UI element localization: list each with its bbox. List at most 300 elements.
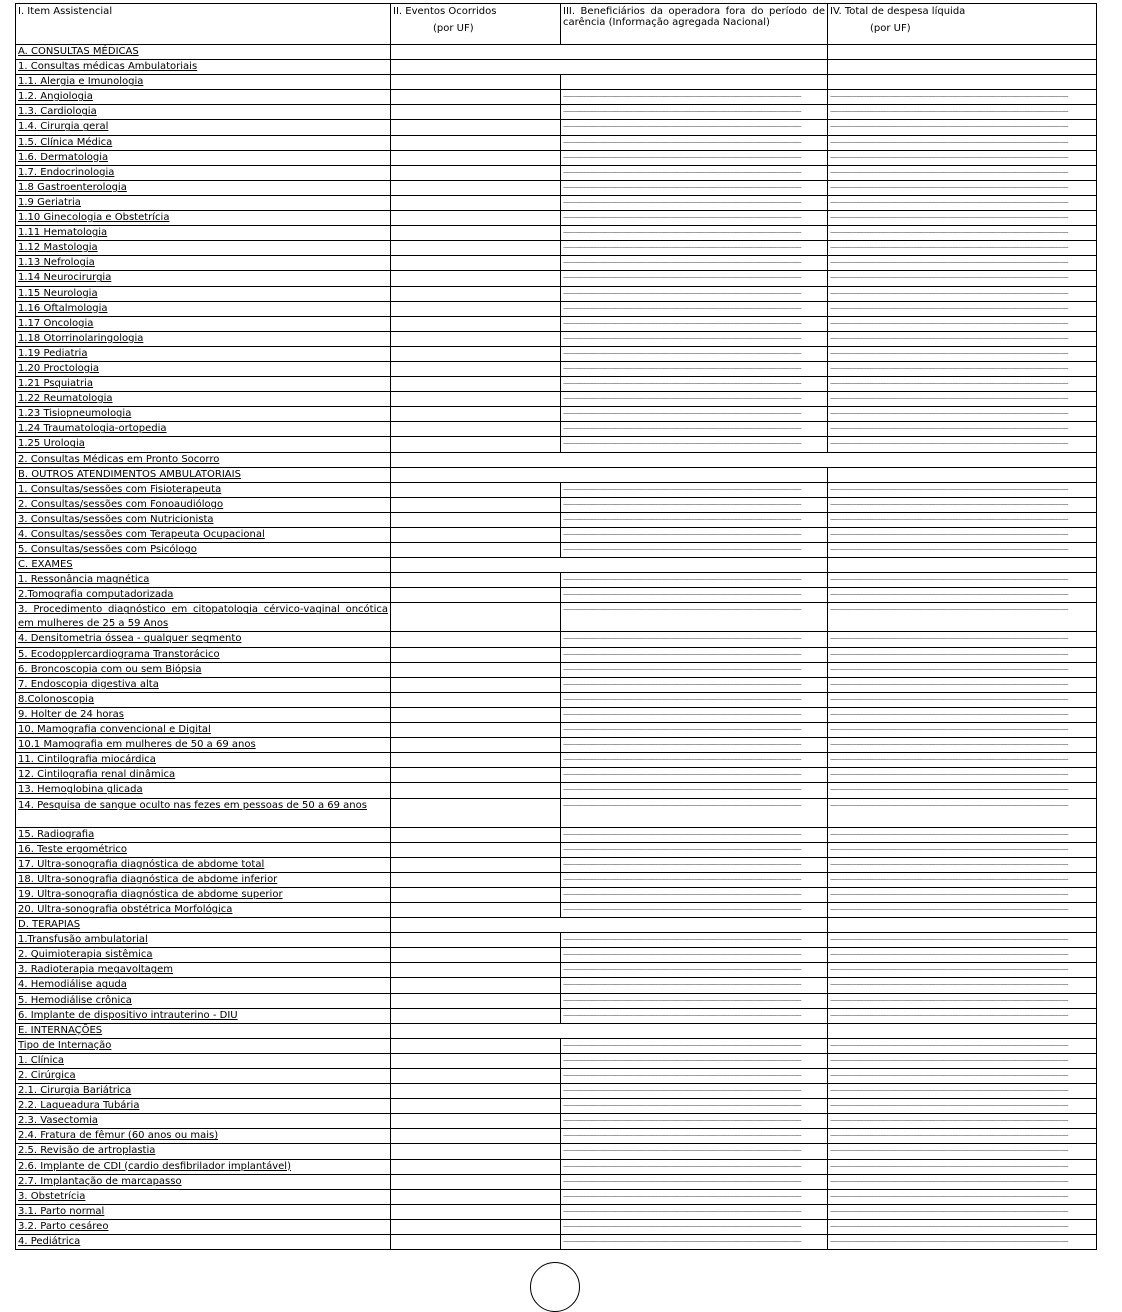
table-row (16, 422, 1097, 437)
despesa-cell: -------------------------------------------------------------------------------------------------------------------------------------------------------- (828, 1069, 1097, 1084)
item-label: 1.3. Cardiologia (16, 105, 391, 120)
eventos-cell (391, 603, 561, 632)
table-row (16, 331, 1097, 346)
table-row (16, 361, 1097, 376)
beneficiarios-cell: -------------------------------------------------------------------------------------------------------------------------------------------------------- (561, 603, 828, 632)
eventos-cell (391, 1235, 561, 1250)
eventos-cell (391, 361, 561, 376)
despesa-cell: -------------------------------------------------------------------------------------------------------------------------------------------------------- (828, 1235, 1097, 1250)
item-label: 1.17 Oncologia (16, 316, 391, 331)
table-row (16, 180, 1097, 195)
section-row (16, 1023, 1097, 1038)
table-row (16, 692, 1097, 707)
eventos-cell (391, 948, 561, 963)
table-row (16, 90, 1097, 105)
beneficiarios-cell: -------------------------------------------------------------------------------------------------------------------------------------------------------- (561, 662, 828, 677)
table-row (16, 738, 1097, 753)
item-label: 1.25 Urologia (16, 437, 391, 452)
item-label: 1.9 Geriatria (16, 195, 391, 210)
despesa-cell: -------------------------------------------------------------------------------------------------------------------------------------------------------- (828, 361, 1097, 376)
despesa-cell: -------------------------------------------------------------------------------------------------------------------------------------------------------- (828, 707, 1097, 722)
despesa-cell: -------------------------------------------------------------------------------------------------------------------------------------------------------- (828, 543, 1097, 558)
item-label: 2.3. Vasectomia (16, 1114, 391, 1129)
table-row (16, 857, 1097, 872)
despesa-cell: -------------------------------------------------------------------------------------------------------------------------------------------------------- (828, 497, 1097, 512)
eventos-cell (391, 993, 561, 1008)
despesa-cell: -------------------------------------------------------------------------------------------------------------------------------------------------------- (828, 963, 1097, 978)
despesa-cell: -------------------------------------------------------------------------------------------------------------------------------------------------------- (828, 1053, 1097, 1068)
table-row (16, 1129, 1097, 1144)
despesa-cell: -------------------------------------------------------------------------------------------------------------------------------------------------------- (828, 1008, 1097, 1023)
item-label: 12. Cintilografia renal dinâmica (16, 768, 391, 783)
despesa-cell: -------------------------------------------------------------------------------------------------------------------------------------------------------- (828, 677, 1097, 692)
despesa-cell: -------------------------------------------------------------------------------------------------------------------------------------------------------- (828, 120, 1097, 135)
item-label: B. OUTROS ATENDIMENTOS AMBULATORIAIS (16, 467, 391, 482)
eventos-cell (391, 377, 561, 392)
despesa-cell: -------------------------------------------------------------------------------------------------------------------------------------------------------- (828, 603, 1097, 632)
eventos-cell (391, 573, 561, 588)
despesa-cell: -------------------------------------------------------------------------------------------------------------------------------------------------------- (828, 377, 1097, 392)
beneficiarios-cell: -------------------------------------------------------------------------------------------------------------------------------------------------------- (561, 1038, 828, 1053)
beneficiarios-cell: -------------------------------------------------------------------------------------------------------------------------------------------------------- (561, 528, 828, 543)
despesa-cell: -------------------------------------------------------------------------------------------------------------------------------------------------------- (828, 857, 1097, 872)
despesa-cell: -------------------------------------------------------------------------------------------------------------------------------------------------------- (828, 392, 1097, 407)
beneficiarios-cell: -------------------------------------------------------------------------------------------------------------------------------------------------------- (561, 647, 828, 662)
beneficiarios-cell: -------------------------------------------------------------------------------------------------------------------------------------------------------- (561, 827, 828, 842)
table-row (16, 482, 1097, 497)
table-row (16, 1144, 1097, 1159)
header-row (16, 4, 1097, 45)
item-label: 1.12 Mastologia (16, 241, 391, 256)
table-row (16, 377, 1097, 392)
eventos-cell (391, 1038, 561, 1053)
beneficiarios-cell: -------------------------------------------------------------------------------------------------------------------------------------------------------- (561, 543, 828, 558)
beneficiarios-cell: -------------------------------------------------------------------------------------------------------------------------------------------------------- (561, 90, 828, 105)
despesa-cell: -------------------------------------------------------------------------------------------------------------------------------------------------------- (828, 933, 1097, 948)
table-row (16, 226, 1097, 241)
item-label: 3. Obstetrícia (16, 1189, 391, 1204)
beneficiarios-cell: -------------------------------------------------------------------------------------------------------------------------------------------------------- (561, 632, 828, 647)
empty-cell (828, 467, 1097, 482)
beneficiarios-cell: -------------------------------------------------------------------------------------------------------------------------------------------------------- (561, 692, 828, 707)
table-row (16, 798, 1097, 827)
item-label: 3.2. Parto cesáreo (16, 1219, 391, 1234)
item-label: 1.24 Traumatologia-ortopedia (16, 422, 391, 437)
table-row (16, 948, 1097, 963)
item-label: 6. Implante de dispositivo intrauterino - DIU (16, 1008, 391, 1023)
beneficiarios-cell: -------------------------------------------------------------------------------------------------------------------------------------------------------- (561, 331, 828, 346)
item-label: 2.1. Cirurgia Bariátrica (16, 1084, 391, 1099)
item-label: 4. Densitometria óssea - qualquer segmento (16, 632, 391, 647)
table-row (16, 963, 1097, 978)
item-label: 16. Teste ergométrico (16, 842, 391, 857)
table-row (16, 497, 1097, 512)
item-label: 3. Procedimento diagnóstico em citopatologia cérvico-vaginal oncótica em mulheres de 25 a 59 Anos (16, 603, 391, 632)
eventos-cell (391, 135, 561, 150)
eventos-cell (391, 798, 561, 827)
eventos-cell (391, 271, 561, 286)
empty-cell (391, 60, 828, 75)
empty-cell (391, 467, 828, 482)
eventos-cell (391, 692, 561, 707)
despesa-cell: -------------------------------------------------------------------------------------------------------------------------------------------------------- (828, 256, 1097, 271)
eventos-cell (391, 482, 561, 497)
table-row (16, 75, 1097, 90)
beneficiarios-cell: -------------------------------------------------------------------------------------------------------------------------------------------------------- (561, 150, 828, 165)
eventos-cell (391, 75, 561, 90)
beneficiarios-cell: -------------------------------------------------------------------------------------------------------------------------------------------------------- (561, 978, 828, 993)
header-despesa-liquida: IV. Total de despesa líquida (por UF) (828, 4, 1097, 45)
item-label: 1.11 Hematologia (16, 226, 391, 241)
table-row (16, 723, 1097, 738)
eventos-cell (391, 783, 561, 798)
item-label: 1.16 Oftalmologia (16, 301, 391, 316)
eventos-cell (391, 662, 561, 677)
item-label: D. TERAPIAS (16, 918, 391, 933)
beneficiarios-cell: -------------------------------------------------------------------------------------------------------------------------------------------------------- (561, 407, 828, 422)
item-label: 13. Hemoglobina glicada (16, 783, 391, 798)
eventos-cell (391, 647, 561, 662)
eventos-cell (391, 543, 561, 558)
beneficiarios-cell: -------------------------------------------------------------------------------------------------------------------------------------------------------- (561, 286, 828, 301)
section-row (16, 45, 1097, 60)
beneficiarios-cell: -------------------------------------------------------------------------------------------------------------------------------------------------------- (561, 165, 828, 180)
eventos-cell (391, 933, 561, 948)
beneficiarios-cell: -------------------------------------------------------------------------------------------------------------------------------------------------------- (561, 512, 828, 527)
item-label: 1.10 Ginecologia e Obstetrícia (16, 211, 391, 226)
beneficiarios-cell: -------------------------------------------------------------------------------------------------------------------------------------------------------- (561, 105, 828, 120)
item-label: 1.23 Tisiopneumologia (16, 407, 391, 422)
table-row (16, 392, 1097, 407)
item-label: 2.7. Implantação de marcapasso (16, 1174, 391, 1189)
table-row (16, 1189, 1097, 1204)
table-row (16, 60, 1097, 75)
despesa-cell: -------------------------------------------------------------------------------------------------------------------------------------------------------- (828, 827, 1097, 842)
beneficiarios-cell: -------------------------------------------------------------------------------------------------------------------------------------------------------- (561, 573, 828, 588)
despesa-cell: -------------------------------------------------------------------------------------------------------------------------------------------------------- (828, 331, 1097, 346)
item-label: 1. Consultas médicas Ambulatoriais (16, 60, 391, 75)
beneficiarios-cell: -------------------------------------------------------------------------------------------------------------------------------------------------------- (561, 872, 828, 887)
despesa-cell: -------------------------------------------------------------------------------------------------------------------------------------------------------- (828, 316, 1097, 331)
eventos-cell (391, 120, 561, 135)
eventos-cell (391, 165, 561, 180)
table-row (16, 1114, 1097, 1129)
beneficiarios-cell: -------------------------------------------------------------------------------------------------------------------------------------------------------- (561, 1053, 828, 1068)
eventos-cell (391, 677, 561, 692)
beneficiarios-cell: -------------------------------------------------------------------------------------------------------------------------------------------------------- (561, 902, 828, 917)
table-row (16, 286, 1097, 301)
item-label: 18. Ultra-sonografia diagnóstica de abdome inferior (16, 872, 391, 887)
despesa-cell: -------------------------------------------------------------------------------------------------------------------------------------------------------- (828, 286, 1097, 301)
item-label: 4. Consultas/sessões com Terapeuta Ocupacional (16, 528, 391, 543)
beneficiarios-cell: -------------------------------------------------------------------------------------------------------------------------------------------------------- (561, 346, 828, 361)
eventos-cell (391, 1189, 561, 1204)
eventos-cell (391, 1129, 561, 1144)
section-row (16, 918, 1097, 933)
header-item-assistencial: I. Item Assistencial (16, 4, 391, 45)
item-label: 1. Clínica (16, 1053, 391, 1068)
header-beneficiarios: III. Beneficiários da operadora fora do período de carência (Informação agregada Nacional) (561, 4, 828, 45)
item-label: 8.Colonoscopia (16, 692, 391, 707)
eventos-cell (391, 1204, 561, 1219)
table-row (16, 512, 1097, 527)
table-row (16, 827, 1097, 842)
beneficiarios-cell: -------------------------------------------------------------------------------------------------------------------------------------------------------- (561, 497, 828, 512)
despesa-cell: -------------------------------------------------------------------------------------------------------------------------------------------------------- (828, 692, 1097, 707)
item-label: 11. Cintilografia miocárdica (16, 753, 391, 768)
despesa-cell: -------------------------------------------------------------------------------------------------------------------------------------------------------- (828, 1129, 1097, 1144)
despesa-cell: -------------------------------------------------------------------------------------------------------------------------------------------------------- (828, 647, 1097, 662)
beneficiarios-cell: -------------------------------------------------------------------------------------------------------------------------------------------------------- (561, 798, 828, 827)
beneficiarios-cell (561, 75, 828, 90)
item-label: 2.Tomografia computadorizada (16, 588, 391, 603)
item-label: 6. Broncoscopia com ou sem Biópsia (16, 662, 391, 677)
beneficiarios-cell: -------------------------------------------------------------------------------------------------------------------------------------------------------- (561, 933, 828, 948)
eventos-cell (391, 842, 561, 857)
eventos-cell (391, 827, 561, 842)
item-label: 1.15 Neurologia (16, 286, 391, 301)
despesa-cell: -------------------------------------------------------------------------------------------------------------------------------------------------------- (828, 195, 1097, 210)
beneficiarios-cell: -------------------------------------------------------------------------------------------------------------------------------------------------------- (561, 1144, 828, 1159)
despesa-cell: -------------------------------------------------------------------------------------------------------------------------------------------------------- (828, 783, 1097, 798)
item-label: 3. Radioterapia megavoltagem (16, 963, 391, 978)
table-row (16, 543, 1097, 558)
item-label: 2. Consultas/sessões com Fonoaudiólogo (16, 497, 391, 512)
eventos-cell (391, 978, 561, 993)
table-row (16, 993, 1097, 1008)
despesa-cell: -------------------------------------------------------------------------------------------------------------------------------------------------------- (828, 241, 1097, 256)
header-eventos-ocorridos: II. Eventos Ocorridos (por UF) (391, 4, 561, 45)
despesa-cell: -------------------------------------------------------------------------------------------------------------------------------------------------------- (828, 573, 1097, 588)
table-row (16, 452, 1097, 467)
despesa-cell: -------------------------------------------------------------------------------------------------------------------------------------------------------- (828, 211, 1097, 226)
beneficiarios-cell: -------------------------------------------------------------------------------------------------------------------------------------------------------- (561, 677, 828, 692)
item-label: 17. Ultra-sonografia diagnóstica de abdome total (16, 857, 391, 872)
eventos-cell (391, 1159, 561, 1174)
table-row (16, 1038, 1097, 1053)
table-row (16, 872, 1097, 887)
despesa-cell: -------------------------------------------------------------------------------------------------------------------------------------------------------- (828, 482, 1097, 497)
table-row (16, 407, 1097, 422)
table-row (16, 1219, 1097, 1234)
item-label: Tipo de Internação (16, 1038, 391, 1053)
table-row (16, 1099, 1097, 1114)
table-row (16, 603, 1097, 632)
beneficiarios-cell: -------------------------------------------------------------------------------------------------------------------------------------------------------- (561, 377, 828, 392)
item-label: 14. Pesquisa de sangue oculto nas fezes em pessoas de 50 a 69 anos (16, 798, 391, 827)
beneficiarios-cell: -------------------------------------------------------------------------------------------------------------------------------------------------------- (561, 1189, 828, 1204)
despesa-cell: -------------------------------------------------------------------------------------------------------------------------------------------------------- (828, 180, 1097, 195)
table-row (16, 933, 1097, 948)
beneficiarios-cell: -------------------------------------------------------------------------------------------------------------------------------------------------------- (561, 1008, 828, 1023)
item-label: 1.Transfusão ambulatorial (16, 933, 391, 948)
eventos-cell (391, 497, 561, 512)
despesa-cell: -------------------------------------------------------------------------------------------------------------------------------------------------------- (828, 1099, 1097, 1114)
despesa-cell: -------------------------------------------------------------------------------------------------------------------------------------------------------- (828, 723, 1097, 738)
eventos-cell (391, 241, 561, 256)
item-label: 1.18 Otorrinolaringologia (16, 331, 391, 346)
eventos-cell (391, 1084, 561, 1099)
table-row (16, 271, 1097, 286)
beneficiarios-cell: -------------------------------------------------------------------------------------------------------------------------------------------------------- (561, 1159, 828, 1174)
empty-cell (391, 918, 828, 933)
eventos-cell (391, 422, 561, 437)
item-label: 2.4. Fratura de fêmur (60 anos ou mais) (16, 1129, 391, 1144)
beneficiarios-cell: -------------------------------------------------------------------------------------------------------------------------------------------------------- (561, 316, 828, 331)
eventos-cell (391, 588, 561, 603)
item-label: 2.2. Laqueadura Tubária (16, 1099, 391, 1114)
eventos-cell (391, 346, 561, 361)
beneficiarios-cell: -------------------------------------------------------------------------------------------------------------------------------------------------------- (561, 783, 828, 798)
despesa-cell: -------------------------------------------------------------------------------------------------------------------------------------------------------- (828, 135, 1097, 150)
table-row (16, 301, 1097, 316)
beneficiarios-cell: -------------------------------------------------------------------------------------------------------------------------------------------------------- (561, 1084, 828, 1099)
item-label: 7. Endoscopia digestiva alta (16, 677, 391, 692)
despesa-cell: -------------------------------------------------------------------------------------------------------------------------------------------------------- (828, 842, 1097, 857)
beneficiarios-cell: -------------------------------------------------------------------------------------------------------------------------------------------------------- (561, 195, 828, 210)
page-number-circle (530, 1262, 580, 1312)
eventos-cell (391, 753, 561, 768)
item-label: 2. Cirúrgica (16, 1069, 391, 1084)
eventos-cell (391, 512, 561, 527)
item-label: 2. Quimioterapia sistêmica (16, 948, 391, 963)
table-row (16, 105, 1097, 120)
eventos-cell (391, 392, 561, 407)
despesa-cell: -------------------------------------------------------------------------------------------------------------------------------------------------------- (828, 948, 1097, 963)
beneficiarios-cell: -------------------------------------------------------------------------------------------------------------------------------------------------------- (561, 1174, 828, 1189)
table-row (16, 135, 1097, 150)
despesa-cell: -------------------------------------------------------------------------------------------------------------------------------------------------------- (828, 662, 1097, 677)
table-row (16, 1159, 1097, 1174)
item-label: 2. Consultas Médicas em Pronto Socorro (16, 452, 391, 467)
eventos-cell (391, 256, 561, 271)
table-row (16, 707, 1097, 722)
beneficiarios-cell: -------------------------------------------------------------------------------------------------------------------------------------------------------- (561, 723, 828, 738)
eventos-cell (391, 331, 561, 346)
empty-cell (391, 558, 828, 573)
empty-cell (391, 45, 828, 60)
despesa-cell: -------------------------------------------------------------------------------------------------------------------------------------------------------- (828, 1144, 1097, 1159)
beneficiarios-cell: -------------------------------------------------------------------------------------------------------------------------------------------------------- (561, 887, 828, 902)
item-label: 5. Ecodopplercardiograma Transtorácico (16, 647, 391, 662)
table-row (16, 662, 1097, 677)
eventos-cell (391, 1099, 561, 1114)
assistance-items-table (15, 3, 1097, 1250)
empty-cell (828, 60, 1097, 75)
item-label: 1.2. Angiologia (16, 90, 391, 105)
item-label: 1. Consultas/sessões com Fisioterapeuta (16, 482, 391, 497)
despesa-cell: -------------------------------------------------------------------------------------------------------------------------------------------------------- (828, 1219, 1097, 1234)
eventos-cell (391, 872, 561, 887)
eventos-cell (391, 211, 561, 226)
empty-cell (828, 45, 1097, 60)
despesa-cell: -------------------------------------------------------------------------------------------------------------------------------------------------------- (828, 632, 1097, 647)
table-row (16, 842, 1097, 857)
table-row (16, 902, 1097, 917)
despesa-cell: -------------------------------------------------------------------------------------------------------------------------------------------------------- (828, 105, 1097, 120)
despesa-cell: -------------------------------------------------------------------------------------------------------------------------------------------------------- (828, 902, 1097, 917)
item-label: C. EXAMES (16, 558, 391, 573)
table-row (16, 165, 1097, 180)
beneficiarios-cell: -------------------------------------------------------------------------------------------------------------------------------------------------------- (561, 1129, 828, 1144)
table-row (16, 316, 1097, 331)
despesa-cell: -------------------------------------------------------------------------------------------------------------------------------------------------------- (828, 1189, 1097, 1204)
eventos-cell (391, 857, 561, 872)
table-row (16, 241, 1097, 256)
table-row (16, 256, 1097, 271)
eventos-cell (391, 707, 561, 722)
despesa-cell: -------------------------------------------------------------------------------------------------------------------------------------------------------- (828, 407, 1097, 422)
eventos-cell (391, 528, 561, 543)
eventos-cell (391, 1144, 561, 1159)
despesa-cell: -------------------------------------------------------------------------------------------------------------------------------------------------------- (828, 528, 1097, 543)
despesa-cell: -------------------------------------------------------------------------------------------------------------------------------------------------------- (828, 271, 1097, 286)
item-label: 3.1. Parto normal (16, 1204, 391, 1219)
beneficiarios-cell: -------------------------------------------------------------------------------------------------------------------------------------------------------- (561, 437, 828, 452)
beneficiarios-cell: -------------------------------------------------------------------------------------------------------------------------------------------------------- (561, 1219, 828, 1234)
despesa-cell: -------------------------------------------------------------------------------------------------------------------------------------------------------- (828, 978, 1097, 993)
table-row (16, 978, 1097, 993)
eventos-cell (391, 1219, 561, 1234)
table-row (16, 120, 1097, 135)
despesa-cell: -------------------------------------------------------------------------------------------------------------------------------------------------------- (828, 768, 1097, 783)
empty-cell (391, 452, 1097, 467)
item-label: 1.19 Pediatria (16, 346, 391, 361)
item-label: 10. Mamografia convencional e Digital (16, 723, 391, 738)
item-label: 1. Ressonância magnética (16, 573, 391, 588)
eventos-cell (391, 1174, 561, 1189)
eventos-cell (391, 768, 561, 783)
table-row (16, 1235, 1097, 1250)
empty-cell (828, 918, 1097, 933)
item-label: 1.7. Endocrinologia (16, 165, 391, 180)
eventos-cell (391, 738, 561, 753)
despesa-cell: -------------------------------------------------------------------------------------------------------------------------------------------------------- (828, 872, 1097, 887)
beneficiarios-cell: -------------------------------------------------------------------------------------------------------------------------------------------------------- (561, 993, 828, 1008)
table-row (16, 150, 1097, 165)
eventos-cell (391, 1008, 561, 1023)
despesa-cell: -------------------------------------------------------------------------------------------------------------------------------------------------------- (828, 993, 1097, 1008)
table-row (16, 1008, 1097, 1023)
item-label: 5. Consultas/sessões com Psicólogo (16, 543, 391, 558)
eventos-cell (391, 1053, 561, 1068)
beneficiarios-cell: -------------------------------------------------------------------------------------------------------------------------------------------------------- (561, 226, 828, 241)
despesa-cell: -------------------------------------------------------------------------------------------------------------------------------------------------------- (828, 165, 1097, 180)
empty-cell (391, 1023, 828, 1038)
item-label: 2.6. Implante de CDI (cardio desfibrilador implantável) (16, 1159, 391, 1174)
item-label: 1.5. Clínica Médica (16, 135, 391, 150)
item-label: 1.14 Neurocirurgia (16, 271, 391, 286)
table-row (16, 573, 1097, 588)
despesa-cell: -------------------------------------------------------------------------------------------------------------------------------------------------------- (828, 512, 1097, 527)
table-row (16, 437, 1097, 452)
despesa-cell: -------------------------------------------------------------------------------------------------------------------------------------------------------- (828, 588, 1097, 603)
item-label: 1.8 Gastroenterologia (16, 180, 391, 195)
eventos-cell (391, 407, 561, 422)
beneficiarios-cell: -------------------------------------------------------------------------------------------------------------------------------------------------------- (561, 392, 828, 407)
empty-cell (828, 1023, 1097, 1038)
item-label: 1.22 Reumatologia (16, 392, 391, 407)
item-label: 1.21 Psquiatria (16, 377, 391, 392)
despesa-cell: -------------------------------------------------------------------------------------------------------------------------------------------------------- (828, 753, 1097, 768)
beneficiarios-cell: -------------------------------------------------------------------------------------------------------------------------------------------------------- (561, 738, 828, 753)
despesa-cell: -------------------------------------------------------------------------------------------------------------------------------------------------------- (828, 422, 1097, 437)
despesa-cell: -------------------------------------------------------------------------------------------------------------------------------------------------------- (828, 887, 1097, 902)
item-label: 1.4. Cirurgia geral (16, 120, 391, 135)
despesa-cell: -------------------------------------------------------------------------------------------------------------------------------------------------------- (828, 1084, 1097, 1099)
despesa-cell: -------------------------------------------------------------------------------------------------------------------------------------------------------- (828, 437, 1097, 452)
item-label: 1.1. Alergia e Imunologia (16, 75, 391, 90)
